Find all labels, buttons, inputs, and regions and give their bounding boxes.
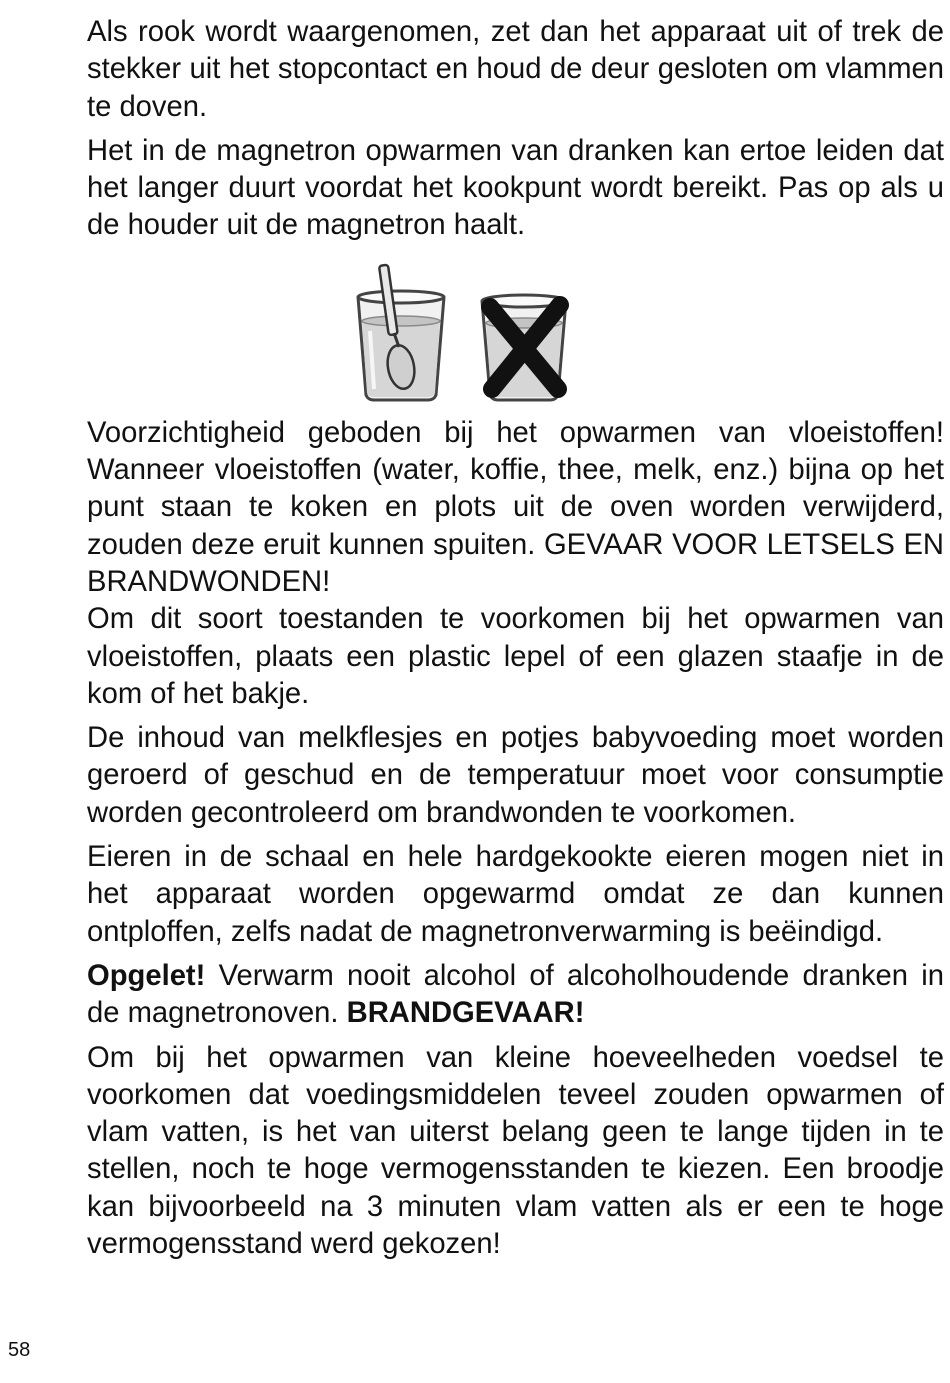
- alcohol-text: Verwarm nooit alcohol of alcoholhoudende dranken in de magnetronoven.: [87, 959, 944, 1030]
- spoon-in-glass-illustration: [344, 261, 584, 403]
- paragraph-alcohol-warning: [87, 958, 944, 1033]
- paragraph-spoon-advice: Om dit soort toestanden te voorkomen bij het opwarmen van vloeistoffen, plaats een plastic lepel of een glazen staafje in de kom of het bakje.: [87, 603, 944, 710]
- glass-with-spoon-icon: [358, 264, 444, 399]
- paragraph-heating-drinks: Het in de magnetron opwarmen van dranken kan ertoe leiden dat het langer duurt voordat het kookpunt wordt bereikt. Pas op als u de houder uit de magnetron haalt.: [87, 134, 944, 242]
- paragraph-eggs: Eieren in de schaal en hele hardgekookte eieren mogen niet in het apparaat worden opgewarmd omdat ze dan kunnen ontploffen, zelfs nadat de magnetronverwarming is beëindigd.: [87, 841, 944, 948]
- manual-page-content: [87, 14, 944, 1270]
- paragraph-liquid-caution: Voorzichtigheid geboden bij het opwarmen van vloeistoffen! Wanneer vloeistoffen (water, koffie, thee, melk, enz.) bijna op het punt staan te koken en plots uit de oven worden verwijderd, zouden deze eruit kunnen spuiten. GEVAAR VOOR LETSELS EN BRANDWONDEN!: [87, 416, 944, 598]
- glass-crossed-out-icon: [482, 295, 566, 400]
- paragraph-baby-food: De inhoud van melkflesjes en potjes babyvoeding moet worden geroerd of geschud en de temperatuur moet voor consumptie worden gecontroleerd om brandwonden te voorkomen.: [87, 722, 944, 829]
- paragraph-small-quantities: Om bij het opwarmen van kleine hoeveelheden voedsel te voorkomen dat voedingsmiddelen teveel zouden opwarmen of vlam vatten, is het van uiterst belang geen te lange tijden in te stellen, noch te hoge vermogensstanden te kiezen. Een broodje kan bijvoorbeeld na 3 minuten vlam vatten als er een te hoge vermogensstand werd gekozen!: [87, 1041, 944, 1261]
- attention-label: Opgelet!: [87, 959, 206, 992]
- page-number: 58: [8, 1339, 31, 1361]
- paragraph-smoke-warning: Als rook wordt waargenomen, zet dan het apparaat uit of trek de stekker uit het stopcontact en houd de deur gesloten om vlammen te doven.: [87, 16, 944, 123]
- fire-hazard-label: BRANDGEVAAR!: [346, 997, 585, 1030]
